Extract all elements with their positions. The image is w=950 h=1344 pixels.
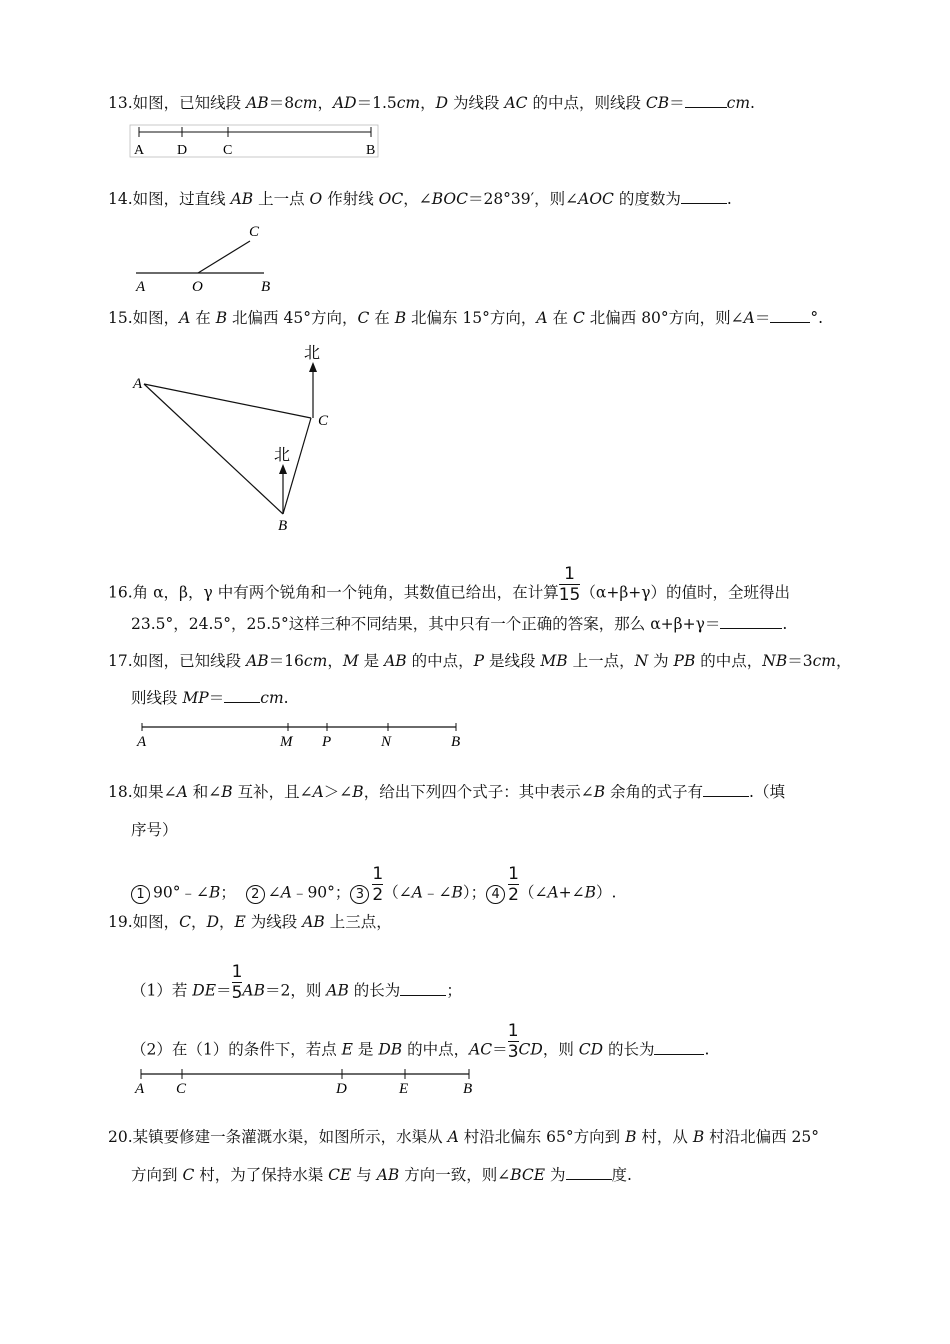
question-16-line1: 16.角 α，β，γ 中有两个锐角和一个钝角，其数值已给出，在计算 $\frac{1}{15}$ （α+β+γ）的值时，全班得出 [108,564,791,605]
north-label-b: 北 [274,447,291,464]
fraction-1-3: $\frac{1}{3}$ [507,1021,519,1062]
question-20-line2: 方向到 C 村，为了保持水渠 CE 与 AB 方向一致，则∠BCE 为 度. [131,1166,632,1184]
label-a: A [134,143,145,158]
label-b: B [261,279,271,295]
question-17-line1: 17.如图，已知线段 AB＝16cm，M 是 AB 的中点，P 是线段 MB 上一点，N 为 PB 的中点，NB＝3cm， [108,652,852,670]
q19-segment-figure [135,1068,480,1098]
q13-segment-figure [130,122,380,158]
fraction-1-15: $\frac{1}{15}$ [558,564,581,605]
segment-ab [144,384,283,514]
question-16-line2: 23.5°，24.5°，25.5°这样三种不同结果，其中只有一个正确的答案，那么 α+β+γ＝ . [131,615,788,633]
label-b: B [463,1081,473,1097]
north-label-c: 北 [304,345,321,362]
label-e: E [399,1081,409,1097]
label-m: M [280,734,293,750]
label-c: C [318,413,329,429]
q17-segment-figure [135,722,465,752]
question-17-line2: 则线段 MP＝ cm. [131,689,289,707]
label-b: B [278,518,288,534]
answer-blank[interactable] [654,1040,704,1055]
q14-ray-figure [132,220,282,296]
answer-blank[interactable] [685,93,727,108]
label-a: A [137,734,147,750]
question-19-text: 19.如图，C，D，E 为线段 AB 上三点， [108,913,392,931]
question-19-part2: （2）在（1）的条件下，若点 E 是 DB 的中点，AC＝ $\frac{1}{3}$ CD，则 CD 的长为 . [131,1021,710,1062]
q15-bearing-figure [130,338,340,538]
answer-blank[interactable] [720,614,782,629]
answer-blank[interactable] [566,1165,612,1180]
fraction-1-5: $\frac{1}{5}$ [231,962,243,1003]
question-13-text: 13.如图，已知线段 AB＝8cm，AD＝1.5cm，D 为线段 AC 的中点，则线段 CB＝ cm. [108,94,755,112]
option-marker-1: 1 [131,885,150,904]
label-p: P [322,734,332,750]
label-c: C [223,143,233,158]
question-18-line1: 18.如果∠A 和∠B 互补，且∠A＞∠B，给出下列四个式子：其中表示∠B 余角的式子有 .（填 [108,783,785,801]
fraction-1-2: $\frac{1}{2}$ [508,864,519,905]
question-18-options: 1 90°﹣∠B； 2 ∠A﹣90°； 3 $\frac{1}{2}$ （∠A﹣∠B）； 4 $\frac{1}{2}$ （∠A+∠B）. [131,874,616,913]
answer-blank[interactable] [770,308,810,323]
segment-bc [283,418,311,514]
label-c: C [249,224,260,240]
question-15-text: 15.如图，A 在 B 北偏西 45°方向，C 在 B 北偏东 15°方向，A 在 C 北偏西 80°方向，则∠A＝ °. [108,309,824,327]
label-a: A [135,1081,145,1097]
answer-blank[interactable] [400,981,446,996]
ray-oc [198,241,250,273]
option-marker-2: 2 [246,885,265,904]
question-18-line2: 序号） [131,821,178,839]
question-20-line1: 20.某镇要修建一条灌溉水渠，如图所示，水渠从 A 村沿北偏东 65°方向到 B 村，从 B 村沿北偏西 25° [108,1128,820,1146]
option-marker-4: 4 [486,885,505,904]
arrowhead-b [279,464,287,474]
fraction-1-2: $\frac{1}{2}$ [372,864,384,905]
answer-blank[interactable] [224,688,260,703]
label-a: A [136,279,146,295]
answer-blank[interactable] [681,189,727,204]
answer-blank[interactable] [703,782,749,797]
label-b: B [451,734,461,750]
figure-frame [130,125,378,157]
label-d: D [336,1081,347,1097]
segment-ac [144,384,311,418]
label-a: A [133,376,143,392]
arrowhead-c [309,362,317,372]
label-b: B [366,143,376,158]
label-o: O [192,279,203,295]
label-d: D [177,143,188,158]
label-c: C [176,1081,187,1097]
question-14-text: 14.如图，过直线 AB 上一点 O 作射线 OC，∠BOC＝28°39′，则∠AOC 的度数为 . [108,190,732,208]
label-n: N [381,734,392,750]
question-19-part1: （1）若 DE＝ $\frac{1}{5}$ AB＝2，则 AB 的长为 ； [131,962,462,1003]
option-marker-3: 3 [350,885,369,904]
